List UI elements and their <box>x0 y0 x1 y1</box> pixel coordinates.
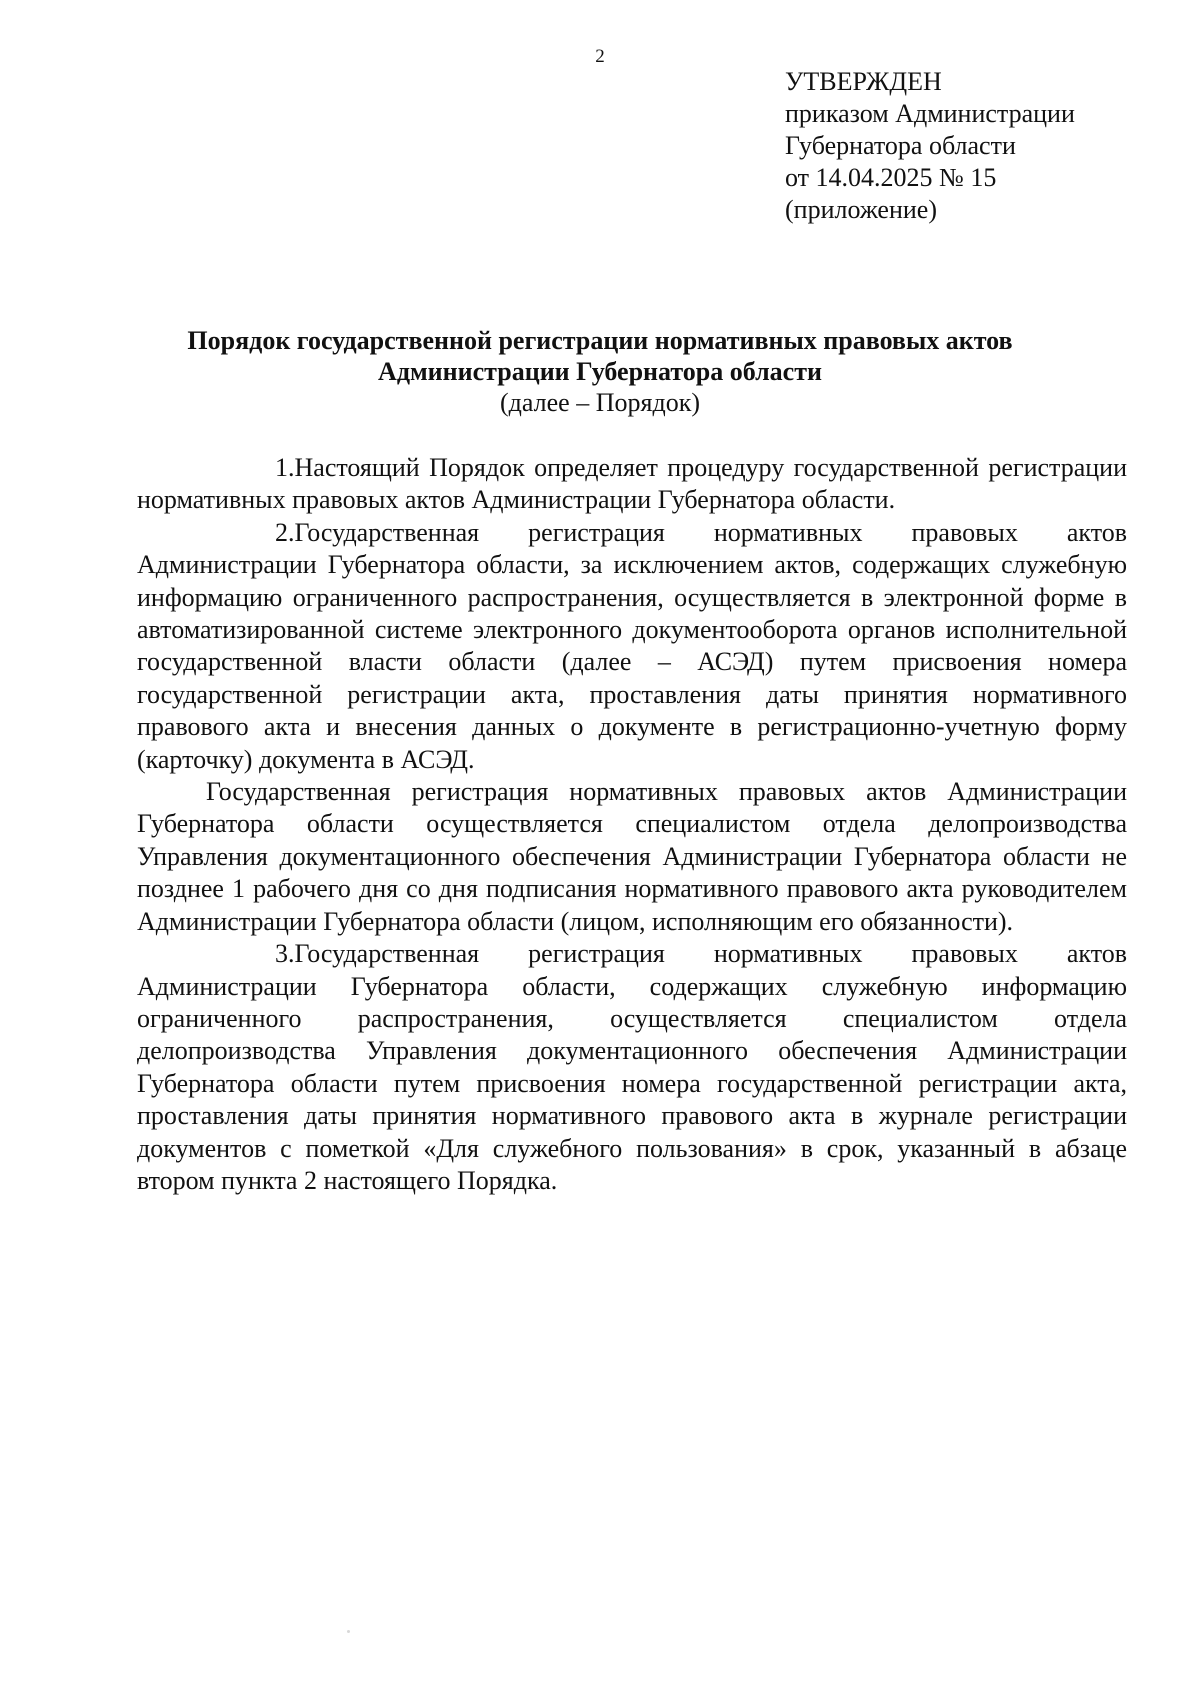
paragraph-number: 2. <box>275 517 295 547</box>
paragraph-2 <box>137 517 1127 776</box>
paragraph-3 <box>137 938 1127 1197</box>
paragraph-2-continued <box>137 776 1127 938</box>
scan-speck <box>347 1630 350 1633</box>
paragraph-number: 1. <box>275 453 295 482</box>
paragraph-text: Государственная регистрация нормативных правовых актов Администрации Губернатора области, содержащих служебную информацию ограниченного распространения, осуществляется специалистом отдела делопроизводства Управления документационного обеспечения Администрации Губернатора области путем присвоения номера государственной регистрации акта, проставления даты принятия нормативного правового акта в журнале регистрации документов с пометкой «Для служебного пользования» в срок, указанный в абзаце втором пункта 2 настоящего Порядка. <box>137 939 1127 1195</box>
approval-attachment-note: (приложение) <box>785 195 938 224</box>
approval-stamp <box>785 66 1075 226</box>
approval-date-number: от 14.04.2025 № 15 <box>785 163 997 192</box>
document-title <box>120 325 1080 418</box>
document-body <box>137 452 1127 1197</box>
title-line-1: Порядок государственной регистрации нормативных правовых актов <box>187 326 1013 355</box>
approval-authority-line: Губернатора области <box>785 131 1016 160</box>
paragraph-text: Государственная регистрация нормативных правовых актов Администрации Губернатора области, за исключением актов, содержащих служебную информацию ограниченного распространения, осуществляется в электронной форме в автоматизированной системе электронного документооборота органов исполнительной государственной власти области (далее – АСЭД) путем присвоения номера государственной регистрации акта, проставления даты принятия нормативного правового акта и внесения данных о документе в регистрационно-учетную форму (карточку) документа в АСЭД. <box>137 517 1127 774</box>
paragraph-number: 3. <box>275 939 295 969</box>
title-abbreviation-note: (далее – Порядок) <box>500 388 700 417</box>
paragraph-1 <box>137 452 1127 517</box>
paragraph-text: Государственная регистрация нормативных правовых актов Администрации Губернатора области осуществляется специалистом отдела делопроизводства Управления документационного обеспечения Администрации Губернатора области не позднее 1 рабочего дня со дня подписания нормативного правового акта руководителем Администрации Губернатора области (лицом, исполняющим его обязанности). <box>137 777 1127 936</box>
page-number: 2 <box>595 46 605 67</box>
paragraph-text: Настоящий Порядок определяет процедуру государственной регистрации нормативных правовых актов Администрации Губернатора области. <box>137 453 1127 515</box>
approval-heading: УТВЕРЖДЕН <box>785 67 942 96</box>
title-line-2: Администрации Губернатора области <box>378 357 822 386</box>
approval-order-line: приказом Администрации <box>785 99 1075 128</box>
